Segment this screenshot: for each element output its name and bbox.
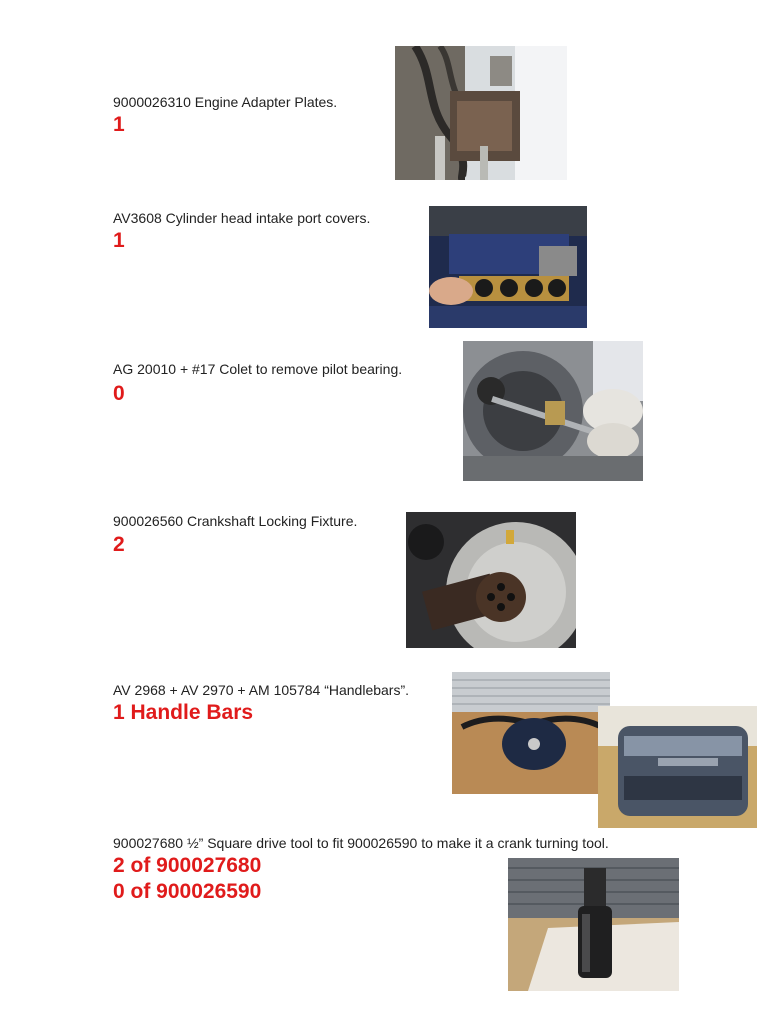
item-3-label: AG 20010 + #17 Colet to remove pilot bearing.: [113, 361, 403, 377]
engine-adapter-plates-photo: [395, 46, 567, 180]
item-6-quantity-line-2: 0 of 900026590: [113, 880, 262, 903]
intake-port-covers-photo: [429, 206, 587, 328]
item-3-quantity: 0: [113, 382, 125, 405]
item-5-quantity: 1 Handle Bars: [113, 701, 254, 724]
square-drive-tool-photo: [508, 858, 679, 991]
pilot-bearing-puller-photo: [463, 341, 643, 481]
item-1-quantity: 1: [113, 113, 125, 136]
item-4-label: 900026560 Crankshaft Locking Fixture.: [113, 513, 358, 529]
item-4-quantity: 2: [113, 533, 125, 556]
item-6-quantity-line-1: 2 of 900027680: [113, 854, 262, 877]
item-2-label: AV3608 Cylinder head intake port covers.: [113, 210, 371, 226]
item-1-label: 9000026310 Engine Adapter Plates.: [113, 94, 338, 110]
item-2-quantity: 1: [113, 229, 125, 252]
handlebars-photo: [452, 672, 610, 794]
item-5-label: AV 2968 + AV 2970 + AM 105784 “Handlebars”.: [113, 682, 410, 698]
item-6-label: 900027680 ½” Square drive tool to fit 900026590 to make it a crank turning tool.: [113, 835, 609, 851]
handlebar-sleeve-closeup-photo: [598, 706, 757, 828]
crankshaft-locking-fixture-photo: [406, 512, 576, 648]
